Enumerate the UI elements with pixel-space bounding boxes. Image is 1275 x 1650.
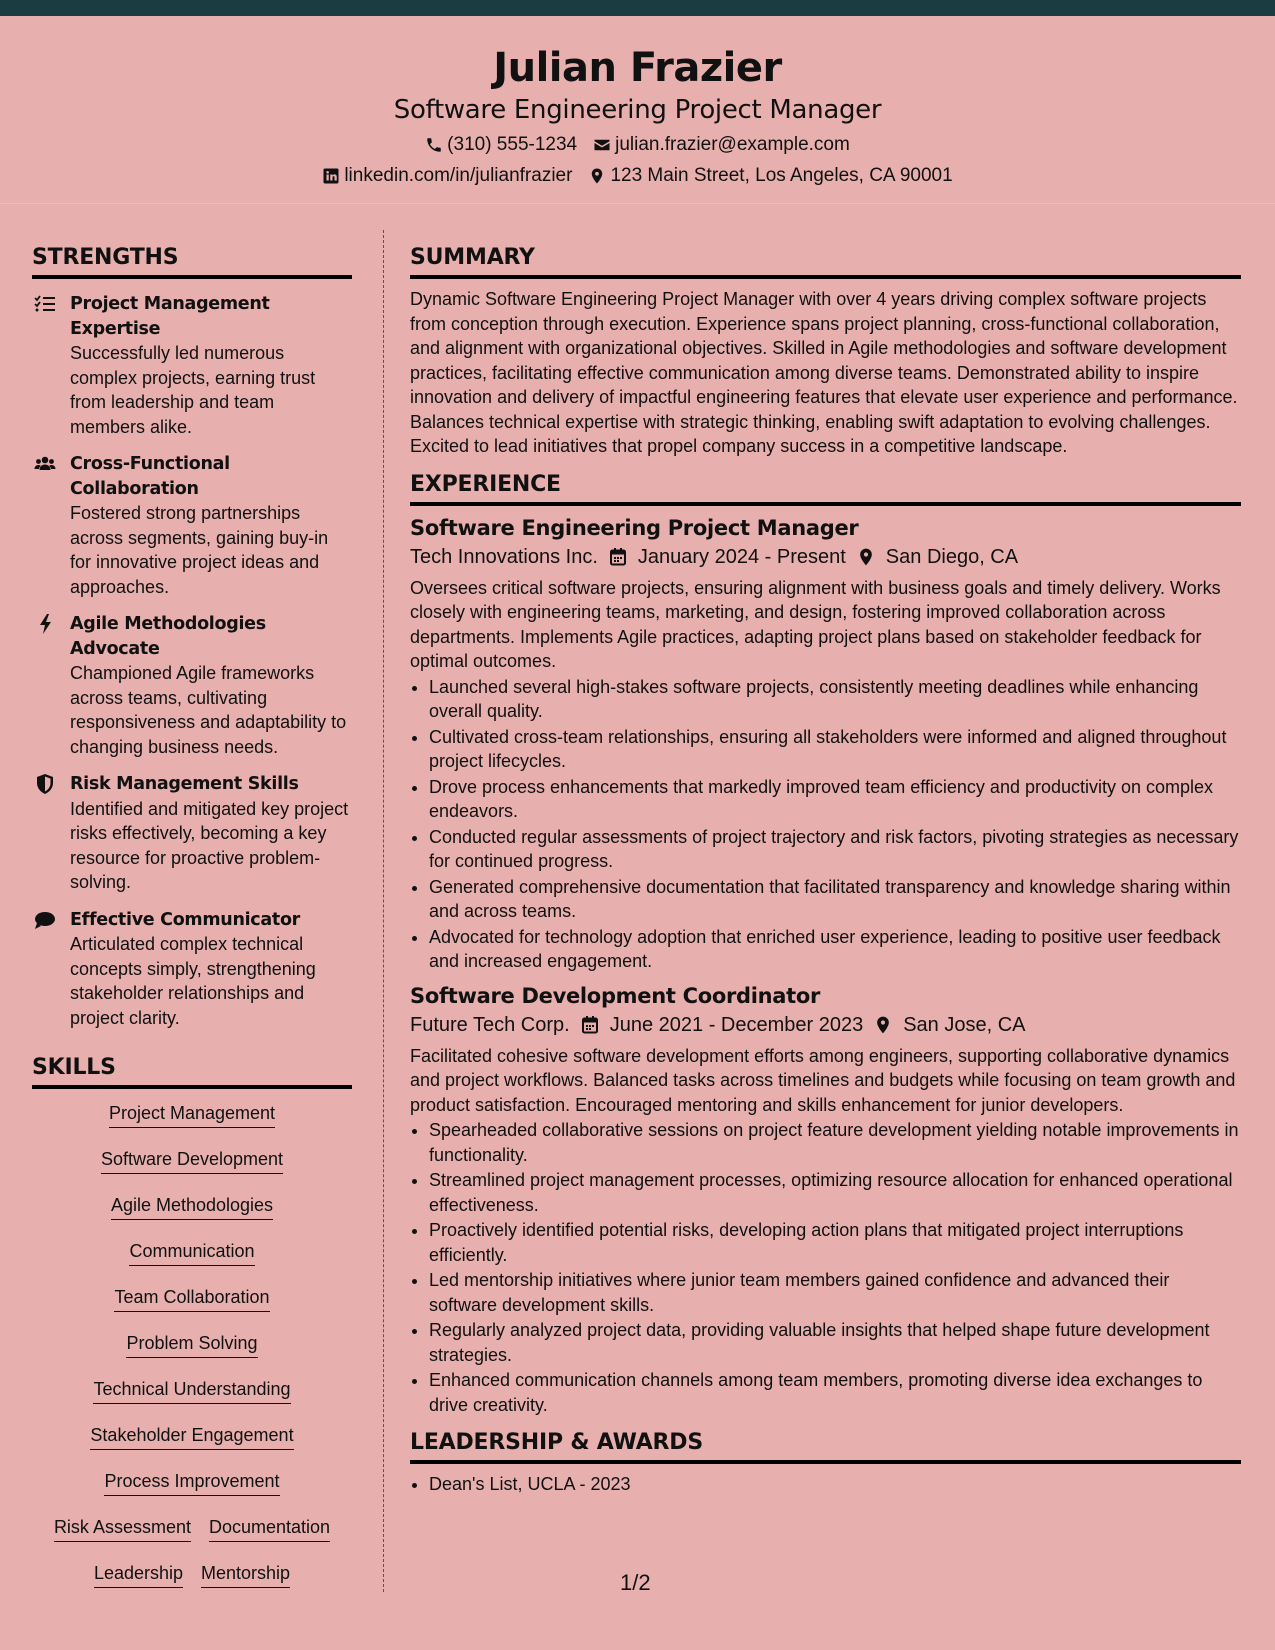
email-text[interactable]: julian.frazier@example.com [615,133,850,155]
bullet-item: • Proactively identified potential risks, developing action plans that mitigated project interruptions efficiently. [429,1218,1241,1267]
candidate-name: Julian Frazier [493,45,782,91]
strength-text: Fostered strong partnerships across segments, gaining buy-in for innovative project ideas and approaches. [70,503,329,597]
skill-tag: Problem Solving [126,1331,257,1358]
bullet-item: • Led mentorship initiatives where junior team members gained confidence and advanced their software development skills. [429,1268,1241,1317]
company-name: Future Tech Corp. [410,1013,570,1036]
strength-title: Project Management Expertise [70,294,270,339]
job-meta [410,542,1241,572]
address-contact [588,163,952,189]
skill-tag: Stakeholder Engagement [90,1423,293,1450]
envelope-icon [593,136,611,154]
job-bullets [410,1118,1241,1417]
column-divider [383,230,384,1592]
email-contact[interactable] [593,132,850,158]
strength-item [32,908,352,1031]
strength-text: Articulated complex technical concepts simply, strengthening stakeholder relationships and project clarity. [70,934,316,1028]
linkedin-text[interactable]: linkedin.com/in/julianfrazier [344,164,573,186]
bullet-item: • Streamlined project management processes, optimizing resource allocation for enhanced operational effectiveness. [429,1168,1241,1217]
job-dates: January 2024 - Present [637,545,846,568]
skill-tag: Team Collaboration [114,1285,269,1312]
strength-title: Cross-Functional Collaboration [70,454,230,499]
job-location: San Jose, CA [903,1013,1026,1036]
list-check-icon [34,294,56,314]
comment-icon [34,910,56,930]
bullet-item: • Enhanced communication channels among team members, promoting diverse idea exchanges to drive creativity. [429,1368,1241,1417]
map-pin-icon [856,547,876,567]
users-icon [34,454,56,474]
strength-item [32,452,352,599]
job-dates: June 2021 - December 2023 [609,1013,864,1036]
calendar-icon [608,547,628,567]
strength-item [32,772,352,895]
skill-tag: Risk Assessment [54,1515,191,1542]
summary-heading: SUMMARY [410,244,1241,279]
left-column [32,244,352,1607]
phone-text: (310) 555-1234 [447,133,578,155]
strength-text: Identified and mitigated key project risks effectively, becoming a key resource for proactive problem-solving. [70,798,349,892]
bullet-item: • Cultivated cross-team relationships, ensuring all stakeholders were informed and aligned throughout project lifecycles. [429,725,1241,774]
summary-text: Dynamic Software Engineering Project Manager with over 4 years driving complex software projects from conception through execution. Experience spans project planning, cross-functional collaboration, and alignment with organizational objectives. Skilled in Agile methodologies and software development practices, facilitating effective communication among diverse teams. Demonstrated ability to inspire innovation and delivery of impactful engineering features that elevate user experience and performance. Balances technical expertise with strategic thinking, enabling swift adaptation to evolving challenges. Excited to lead initiatives that propel company success in a competitive landscape. [410,289,1238,456]
experience-heading: EXPERIENCE [410,471,1241,506]
bolt-icon [34,614,56,634]
skill-tag: Software Development [101,1147,283,1174]
skill-tag: Documentation [209,1515,330,1542]
company-name: Tech Innovations Inc. [410,545,598,568]
address-text: 123 Main Street, Los Angeles, CA 90001 [610,164,953,186]
bullet-item: • Launched several high-stakes software projects, consistently meeting deadlines while enhancing overall quality. [429,675,1241,724]
leadership-list [410,1472,1241,1497]
phone-contact [425,132,577,158]
phone-icon [425,136,443,154]
skill-tag: Process Improvement [104,1469,279,1496]
bullet-item: • Advocated for technology adoption that enriched user experience, leading to positive user feedback and increased engagement. [429,925,1241,974]
leadership-heading: LEADERSHIP & AWARDS [410,1429,1241,1464]
calendar-icon [580,1015,600,1035]
job-description: Facilitated cohesive software development efforts among engineers, supporting collaborative dynamics and project workflows. Balanced tasks across timelines and budgets while focusing on team growth and product satisfaction. Encouraged mentoring and skills enhancement for junior developers. [410,1045,1236,1115]
experience-entry [410,982,1241,1418]
experience-entry [410,514,1241,974]
contact-row-2 [0,163,1275,189]
skill-tag: Agile Methodologies [111,1193,273,1220]
strength-title: Risk Management Skills [70,774,299,794]
contact-row-1 [0,132,1275,158]
skill-tag: Project Management [109,1101,275,1128]
job-title: Software Engineering Project Manager [410,515,859,540]
map-pin-icon [873,1015,893,1035]
strength-title: Effective Communicator [70,909,301,930]
right-column [410,244,1241,1498]
job-location: San Diego, CA [885,545,1019,568]
bullet-item: • Conducted regular assessments of project trajectory and risk factors, pivoting strategies as necessary for continued progress. [429,825,1241,874]
skill-tag: Communication [129,1239,254,1266]
candidate-title: Software Engineering Project Manager [393,95,882,125]
bullet-item: • Generated comprehensive documentation that facilitated transparency and knowledge sharing within and across teams. [429,875,1241,924]
top-accent-bar [0,0,1275,16]
resume-header [0,16,1275,204]
shield-icon [34,774,56,794]
page-number: 1/2 [620,1570,651,1595]
job-description: Oversees critical software projects, ensuring alignment with business goals and timely delivery. Works closely with engineering teams, marketing, and design, fostering improved collaboration across departments. Implements Agile practices, adapting project plans based on stakeholder feedback for optimal outcomes. [410,577,1221,671]
skills-heading: SKILLS [32,1054,352,1089]
skill-tag: Leadership [94,1561,183,1588]
bullet-item: • Regularly analyzed project data, providing valuable insights that helped shape future development strategies. [429,1318,1241,1367]
strength-text: Championed Agile frameworks across teams, cultivating responsiveness and adaptability to changing business needs. [70,663,347,757]
award-item: • Dean's List, UCLA - 2023 [429,1472,1241,1497]
strength-text: Successfully led numerous complex projects, earning trust from leadership and team members alike. [70,343,316,437]
map-pin-icon [588,167,606,185]
job-meta [410,1010,1241,1040]
skills-section [32,1054,352,1607]
strengths-heading: STRENGTHS [32,244,352,279]
strength-item [32,292,352,439]
skill-list [32,1101,352,1607]
strength-title: Agile Methodologies Advocate [70,614,266,659]
job-bullets [410,675,1241,974]
strength-item [32,612,352,759]
linkedin-icon [322,167,340,185]
linkedin-contact[interactable] [322,163,572,189]
bullet-item: • Drove process enhancements that markedly improved team efficiency and productivity on complex endeavors. [429,775,1241,824]
skill-tag: Technical Understanding [93,1377,290,1404]
job-title: Software Development Coordinator [410,983,821,1008]
bullet-item: • Spearheaded collaborative sessions on project feature development yielding notable improvements in functionality. [429,1118,1241,1167]
skill-tag: Mentorship [201,1561,290,1588]
